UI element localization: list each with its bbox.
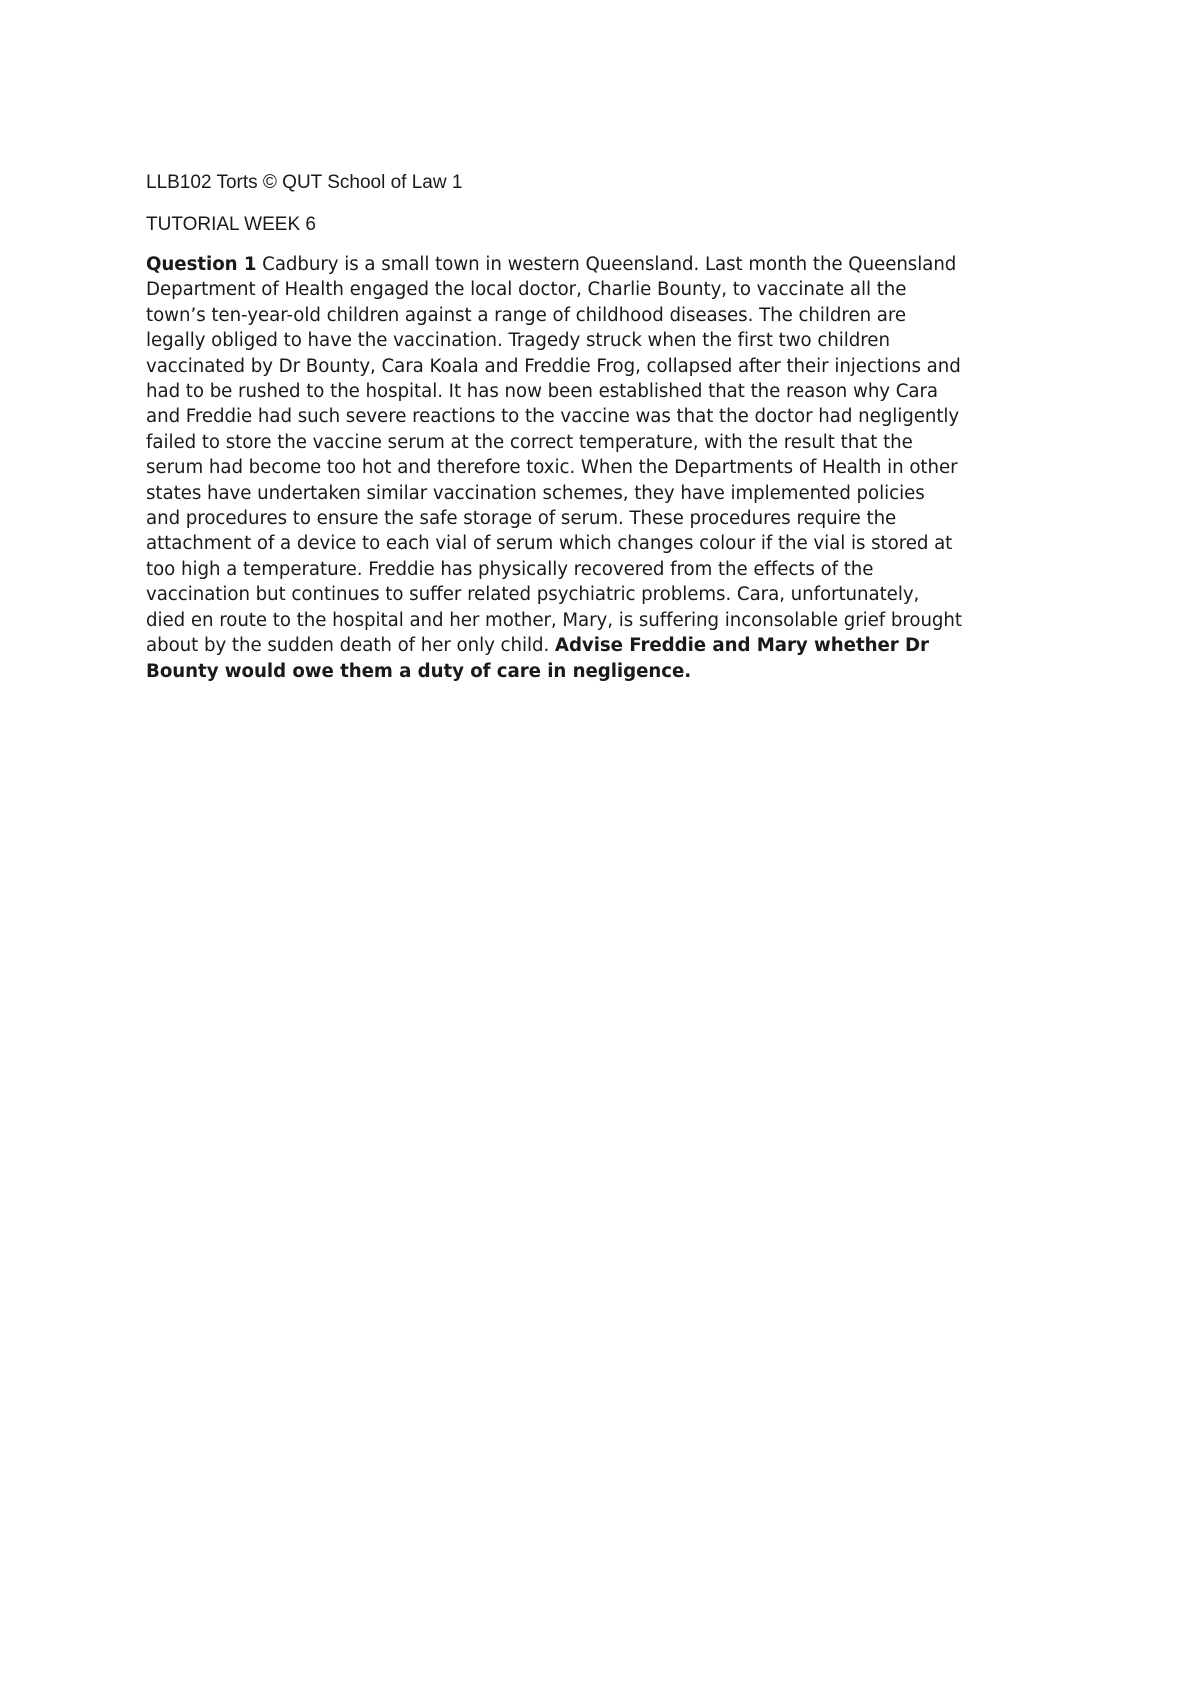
question-line: serum had become too hot and therefore toxic. When the Departments of Health in other <box>146 457 958 479</box>
question-line: and Freddie had such severe reactions to the vaccine was that the doctor had negligently <box>146 406 960 428</box>
question-line: too high a temperature. Freddie has physically recovered from the effects of the <box>146 558 874 580</box>
question-line: vaccinated by Dr Bounty, Cara Koala and Freddie Frog, collapsed after their injections and <box>146 355 961 377</box>
tutorial-week-heading: TUTORIAL WEEK 6 <box>146 214 316 235</box>
document-header: LLB102 Torts © QUT School of Law 1 <box>146 172 463 193</box>
question-line: states have undertaken similar vaccination schemes, they have implemented policies <box>146 482 925 504</box>
question-line: Department of Health engaged the local doctor, Charlie Bounty, to vaccinate all the <box>146 279 907 301</box>
question-line: about by the sudden death of her only child. <box>146 635 555 657</box>
question-line: vaccination but continues to suffer related psychiatric problems. Cara, unfortunately, <box>146 584 920 606</box>
question-instruction-continued: Bounty would owe them a duty of care in negligence. <box>146 660 692 682</box>
question-line: had to be rushed to the hospital. It has now been established that the reason why Cara <box>146 381 939 403</box>
question-line: failed to store the vaccine serum at the correct temperature, with the result that the <box>146 431 913 453</box>
document-content <box>146 170 1076 684</box>
question-line: town’s ten-year-old children against a range of childhood diseases. The children are <box>146 304 907 326</box>
question-line: died en route to the hospital and her mother, Mary, is suffering inconsolable grief brought <box>146 609 962 631</box>
question-label: Question 1 <box>146 254 257 275</box>
question-paragraph <box>146 252 1076 684</box>
question-instruction: Advise Freddie and Mary whether Dr <box>554 635 929 657</box>
question-line: attachment of a device to each vial of serum which changes colour if the vial is stored at <box>146 533 953 555</box>
question-line: legally obliged to have the vaccination. Tragedy struck when the first two children <box>146 330 890 352</box>
question-line: Cadbury is a small town in western Queensland. Last month the Queensland <box>256 254 957 275</box>
question-line: and procedures to ensure the safe storage of serum. These procedures require the <box>146 508 897 530</box>
